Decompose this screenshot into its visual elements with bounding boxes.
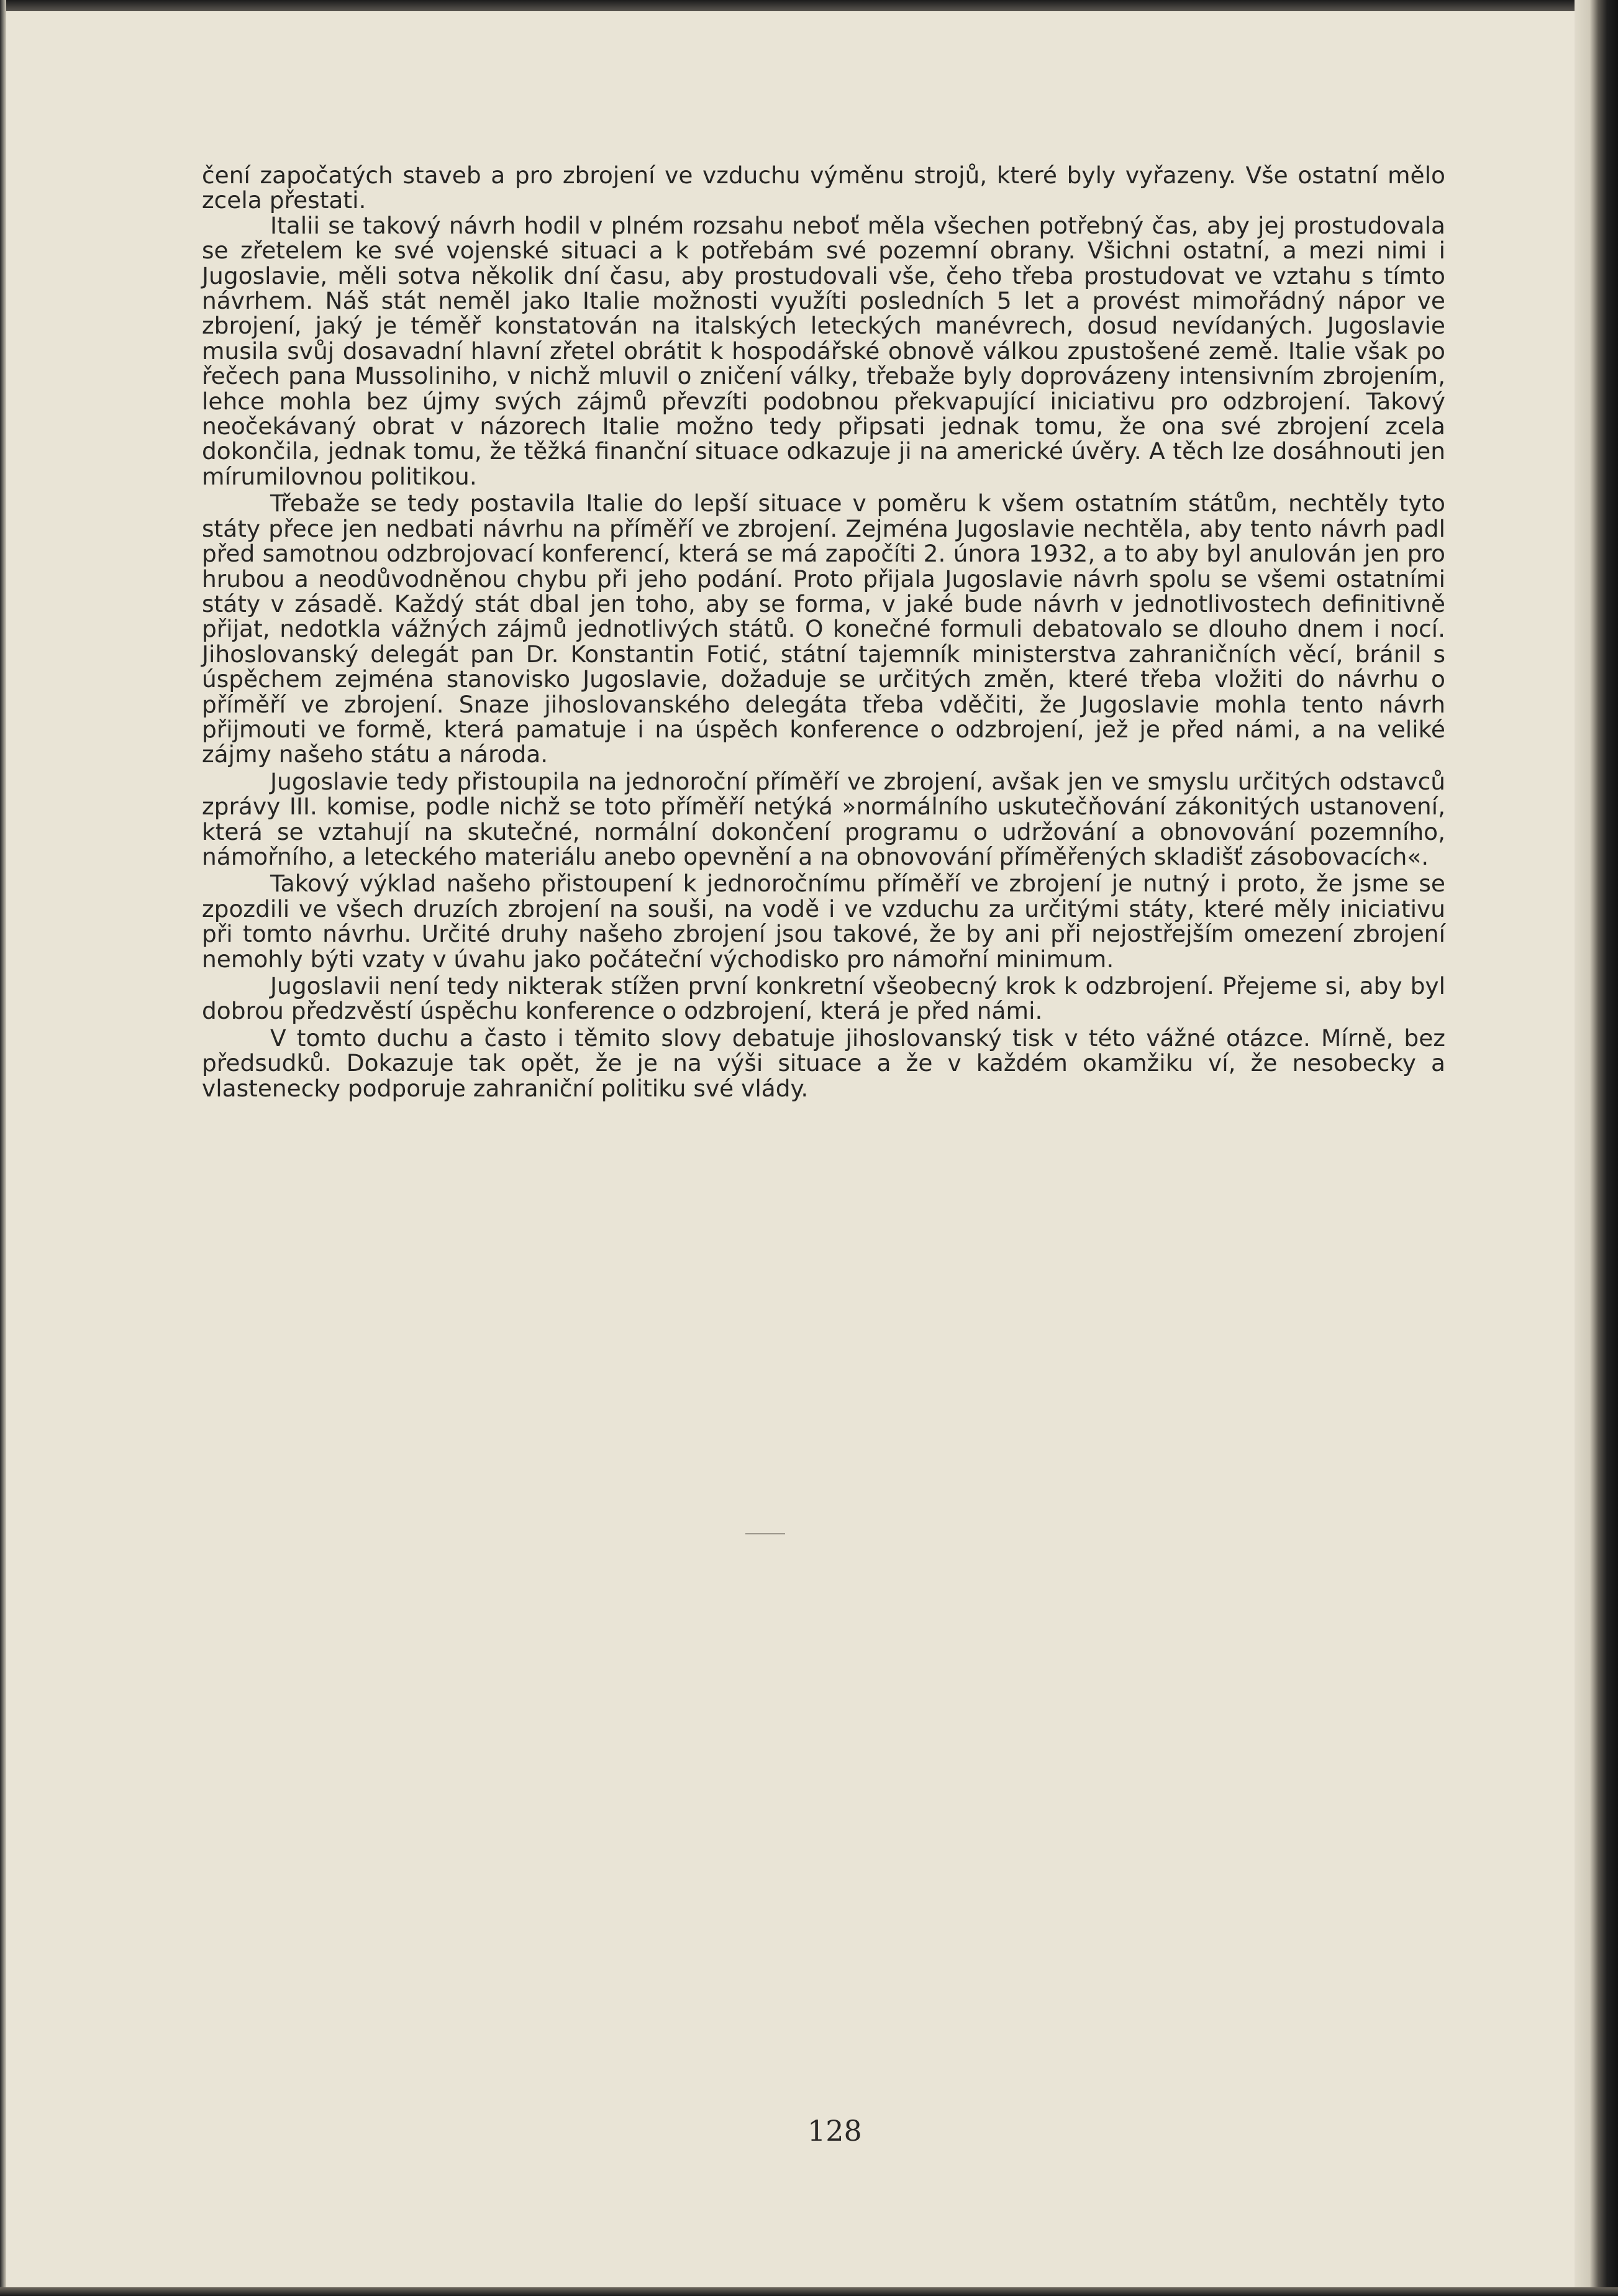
scan-border-top xyxy=(0,0,1618,11)
paragraph-5: Takový výklad našeho přistoupení k jednoročnímu příměří ve zbrojení je nutný i proto, že jsme se zpozdili ve všech druzích zbrojení na souši, na vodě i ve vzduchu za určitými státy, které měly iniciativu při tomto návrhu. Určité druhy našeho zbrojení jsou takové, že by ani při nejostřejším omezení zbrojení nemohly býti vzaty v úvahu jako počáteční východisko pro námořní minimum. xyxy=(202,870,1445,973)
scan-border-left xyxy=(0,0,6,2296)
paragraph-3: Třebaže se tedy postavila Italie do lepší situace v poměru k všem ostatním státům, nechtěly tyto státy přece jen nedbati návrhu na příměří ve zbrojení. Zejména Jugoslavie nechtěla, aby tento návrh padl před samotnou odzbrojovací konferencí, která se má započíti 2. února 1932, a to aby byl anulován jen pro hrubou a neodůvodněnou chybu při jeho podání. Proto přijala Jugoslavie návrh spolu se všemi ostatními státy v zásadě. Každý stát dbal jen toho, aby se forma, v jaké bude návrh v jednotlivostech definitivně přijat, nedotkla vážných zájmů jednotlivých států. O konečné formuli debatovalo se dlouho dnem i nocí. Jihoslovanský delegát pan Dr. Konstantin Fotić, státní tajemník ministerstva zahraničních věcí, bránil s úspěchem zejména stanovisko Jugoslavie, dožaduje se určitých změn, které třeba vložiti do návrhu o příměří ve zbrojení. Snaze jihoslovanského delegáta třeba vděčiti, že Jugoslavie mohla tento návrh přijmouti ve formě, která pamatuje i na úspěch konference o odzbrojení, jež je před námi, a na veliké zájmy našeho státu a národa. xyxy=(202,490,1445,768)
paragraph-2: Italii se takový návrh hodil v plném rozsahu neboť měla všechen potřebný čas, aby jej prostudovala se zřetelem ke své vojenské situaci a k potřebám své pozemní obrany. Všichni ostatní, a mezi nimi i Jugoslavie, měli sotva několik dní času, aby prostudovali vše, čeho třeba prostudovat ve vztahu s tímto návrhem. Náš stát neměl jako Italie možnosti využíti posledních 5 let a provést mimořádný nápor ve zbrojení, jaký je téměř konstatován na italských leteckých manévrech, dosud nevídaných. Jugoslavie musila svůj dosavadní hlavní zřetel obrátit k hospodářské obnově válkou zpustošené země. Italie však po řečech pana Mussoliniho, v nichž mluvil o zničení války, třebaže byly doprovázeny intensivním zbrojením, lehce mohla bez újmy svých zájmů převzíti podobnou překvapující iniciativu pro odzbrojení. Takový neočekávaný obrat v názorech Italie možno tedy připsati jednak tomu, že ona své zbrojení zcela dokončila, jednak tomu, že těžká finanční situace odkazuje ji na americké úvěry. A těch lze dosáhnouti jen mírumilovnou politikou. xyxy=(202,211,1445,490)
scan-border-right xyxy=(1575,0,1618,2296)
paragraph-6: Jugoslavii není tedy nikterak stížen první konkretní všeobecný krok k odzbrojení. Přejeme si, aby byl dobrou předzvěstí úspěchu konference o odzbrojení, která je před námi. xyxy=(202,972,1445,1025)
paragraph-1: čení započatých staveb a pro zbrojení ve vzduchu výměnu strojů, které byly vyřazeny. Vše ostatní mělo zcela přestati. xyxy=(202,162,1445,214)
paragraph-4: Jugoslavie tedy přistoupila na jednoroční příměří ve zbrojení, avšak jen ve smyslu určitých odstavců zprávy III. komise, podle nichž se toto příměří netýká »normálního uskutečňování zákonitých ustanovení, která se vztahují na skutečné, normální dokončení programu o udržování a obnovování pozemního, námořního, a leteckého materiálu anebo opevnění a na obnovování příměřených skladišť zásobovacích«. xyxy=(202,767,1445,870)
section-divider xyxy=(745,1533,785,1534)
page-number: 128 xyxy=(807,2114,862,2148)
body-text xyxy=(202,163,1445,1101)
scan-border-bottom xyxy=(0,2287,1618,2296)
paragraph-7: V tomto duchu a často i těmito slovy debatuje jihoslovanský tisk v této vážné otázce. Mírně, bez předsudků. Dokazuje tak opět, že je na výši situace a že v každém okamžiku ví, že nesobecky a vlastenecky podporuje zahraniční politiku své vlády. xyxy=(202,1024,1445,1102)
